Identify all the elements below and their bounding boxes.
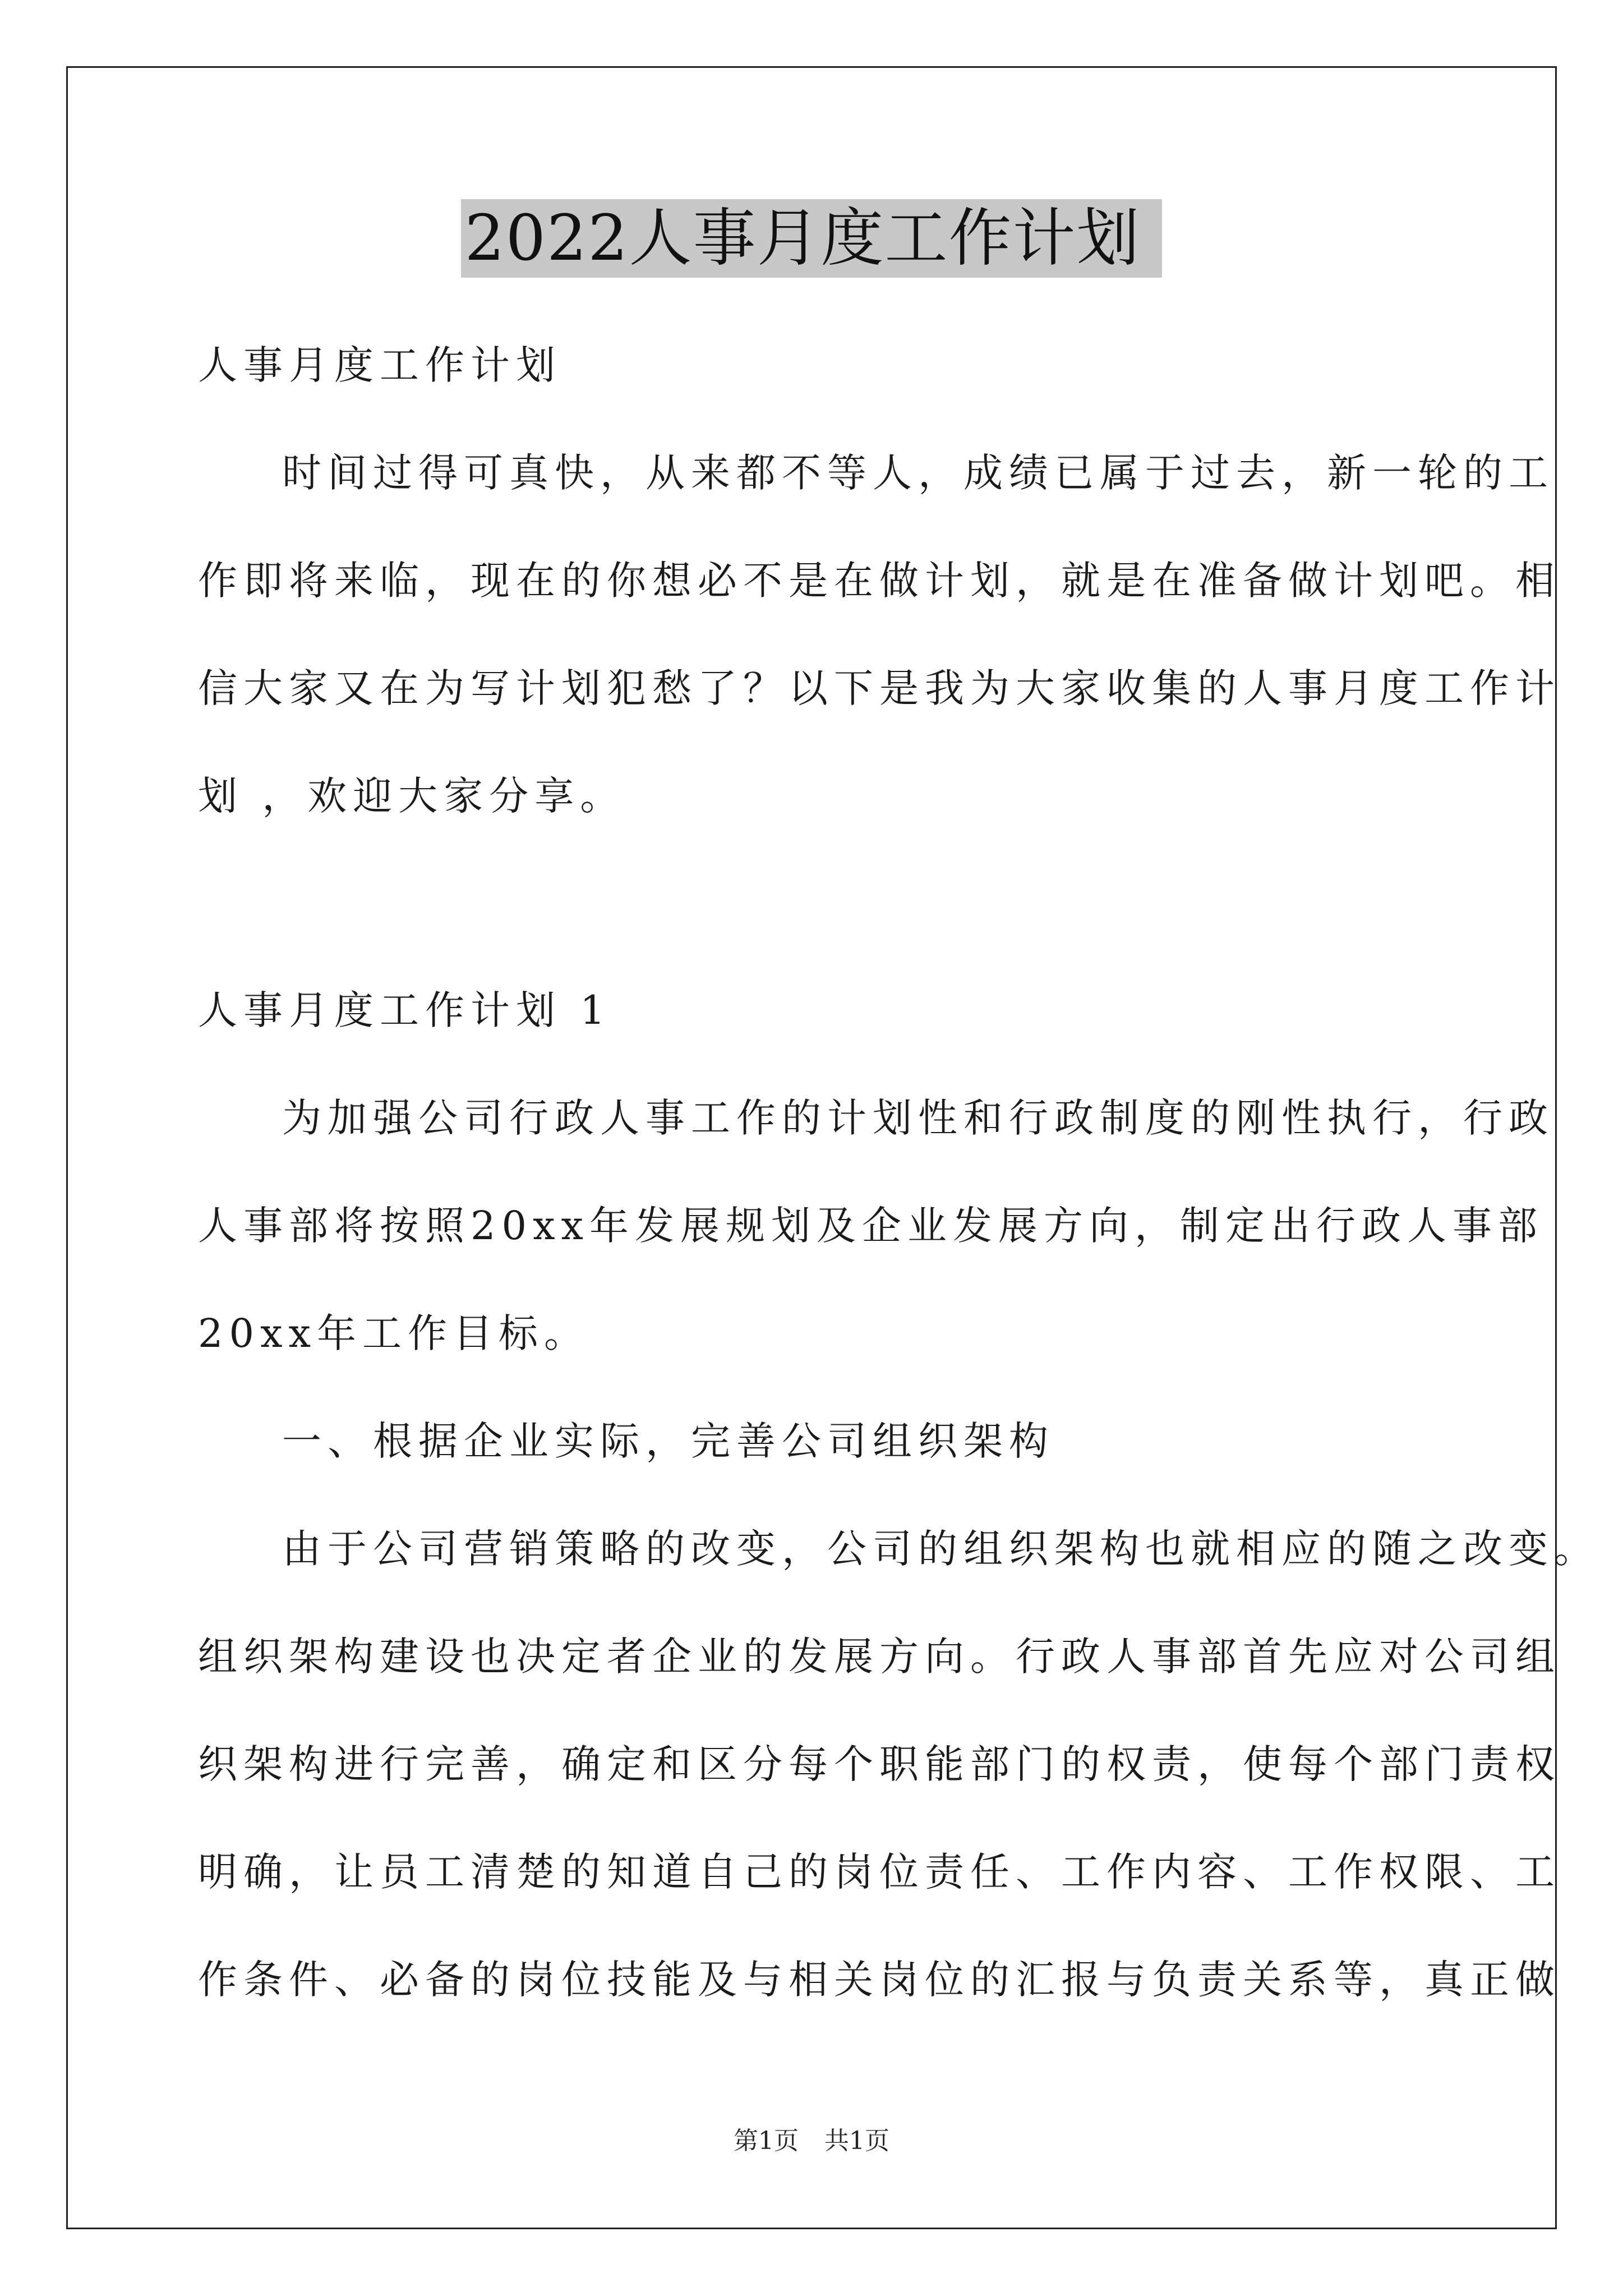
- paragraph-line: 时间过得可真快，从来都不等人，成绩已属于过去，新一轮的工: [282, 450, 1554, 496]
- paragraph-line: 作即将来临，现在的你想必不是在做计划，就是在准备做计划吧。相: [198, 558, 1561, 604]
- page-number: 第1页: [734, 2127, 799, 2155]
- page-footer: [0, 2124, 1623, 2158]
- paragraph-line: 组织架构建设也决定者企业的发展方向。行政人事部首先应对公司组: [198, 1634, 1561, 1680]
- subsection-heading: 一、根据企业实际，完善公司组织架构: [282, 1418, 1054, 1464]
- section-heading: 人事月度工作计划: [198, 342, 561, 388]
- paragraph-line: 由于公司营销策略的改变，公司的组织架构也就相应的随之改变。: [282, 1526, 1599, 1572]
- paragraph-line: 织架构进行完善，确定和区分每个职能部门的权责，使每个部门责权: [198, 1741, 1561, 1787]
- paragraph-line: 信大家又在为写计划犯愁了？以下是我为大家收集的人事月度工作计: [198, 665, 1561, 711]
- paragraph-line: 20xx年工作目标。: [198, 1310, 590, 1356]
- paragraph-line: 作条件、必备的岗位技能及与相关岗位的汇报与负责关系等，真正做: [198, 1957, 1561, 2003]
- paragraph-line: 划 ，欢迎大家分享。: [198, 773, 626, 819]
- paragraph-line: 为加强公司行政人事工作的计划性和行政制度的刚性执行，行政: [282, 1095, 1554, 1141]
- paragraph-line: 人事部将按照20xx年发展规划及企业发展方向，制定出行政人事部: [198, 1203, 1544, 1249]
- document-body: [198, 311, 1599, 2033]
- page-total: 共1页: [824, 2127, 889, 2155]
- document-title: 2022人事月度工作计划: [461, 199, 1161, 278]
- title-container: [0, 199, 1623, 278]
- paragraph-line: 明确，让员工清楚的知道自己的岗位责任、工作内容、工作权限、工: [198, 1849, 1561, 1895]
- paragraph-gap: [198, 850, 1432, 956]
- section-heading: 人事月度工作计划 1: [198, 987, 611, 1033]
